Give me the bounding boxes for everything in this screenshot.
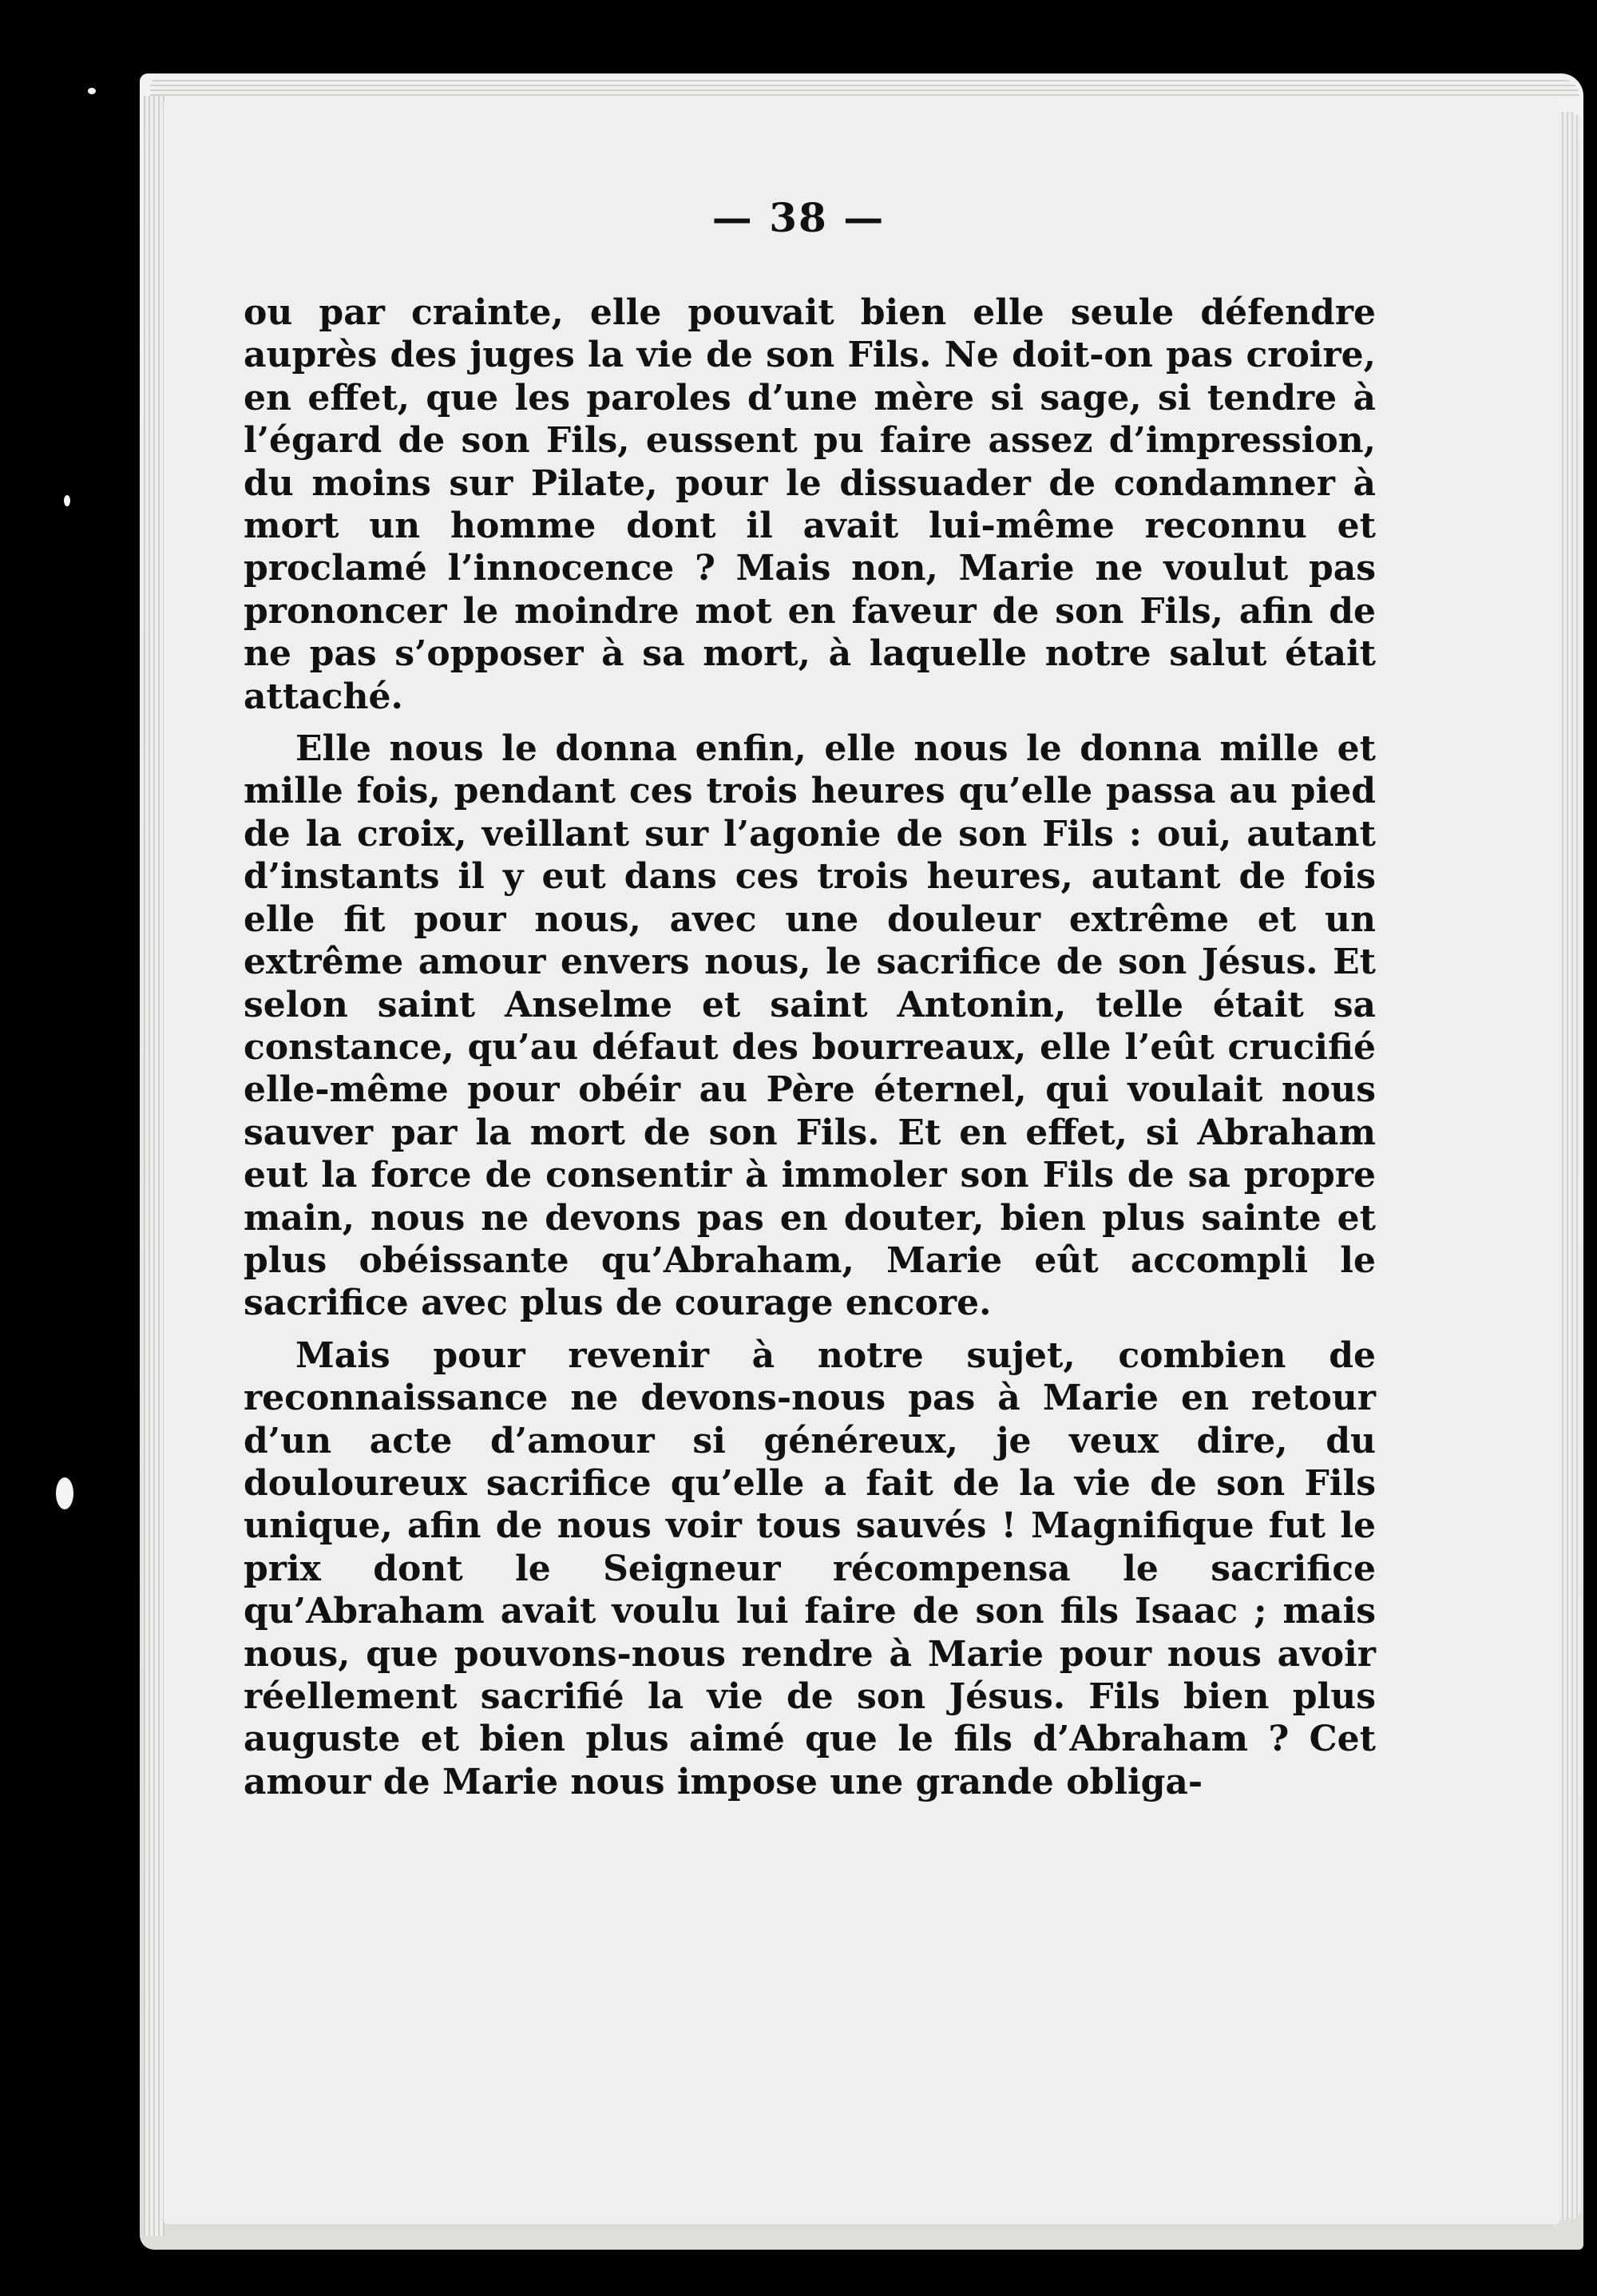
paragraph-2: Elle nous le donna enfin, elle nous le donna mille et mille fois, pendant ces trois heures qu’elle passa au pied de la croix, veillant sur l’agonie de son Fils : oui, autant d’instants il y eut dans ces trois heures, autant de fois elle fit pour nous, avec une douleur extrême et un extrême amour envers nous, le sacrifice de son Jésus. Et selon saint Anselme et saint Antonin, telle était sa constance, qu’au défaut des bourreaux, elle l’eût crucifié elle-même pour obéir au Père éternel, qui voulait nous sauver par la mort de son Fils. Et en effet, si Abraham eut la force de consentir à immoler son Fils de sa propre main, nous ne devons pas en douter, bien plus sainte et plus obéissante qu’Abraham, Marie eût accompli le sacrifice avec plus de courage encore.	[244, 728, 1376, 1324]
page-number: — 38 —	[711, 194, 886, 241]
page-top-edge	[150, 80, 1579, 99]
scan-speck	[64, 495, 70, 506]
scan-speck	[88, 88, 96, 94]
paragraph-3: Mais pour revenir à notre sujet, combien de reconnaissance ne devons-nous pas à Marie en retour d’un acte d’amour si généreux, je veux dire, du douloureux sacrifice qu’elle a fait de la vie de son Fils unique, afin de nous voir tous sauvés ! Magnifique fut le prix dont le Seigneur récompensa le sacrifice qu’Abraham avait voulu lui faire de son fils Isaac ; mais nous, que pouvons-nous rendre à Marie pour nous avoir réellement sacrifié la vie de son Jésus. Fils bien plus auguste et bien plus aimé que le fils d’Abraham ? Cet amour de Marie nous impose une grande obliga-	[244, 1334, 1376, 1802]
page-right-edge	[1557, 112, 1581, 2220]
paragraph-1: ou par crainte, elle pouvait bien elle seule défendre auprès des juges la vie de son Fils. Ne doit-on pas croire, en effet, que les paroles d’une mère si sage, si tendre à l’égard de son Fils, eussent pu faire assez d’impression, du moins sur Pilate, pour le dissuader de condamner à mort un homme dont il avait lui-même reconnu et proclamé l’innocence ? Mais non, Marie ne voulut pas prononcer le moindre mot en faveur de son Fils, afin de ne pas s’opposer à sa mort, à laquelle notre salut était attaché.	[244, 292, 1376, 717]
body-text	[244, 291, 1376, 1803]
scan-speck	[56, 1477, 73, 1509]
page-left-edge	[144, 96, 164, 2236]
